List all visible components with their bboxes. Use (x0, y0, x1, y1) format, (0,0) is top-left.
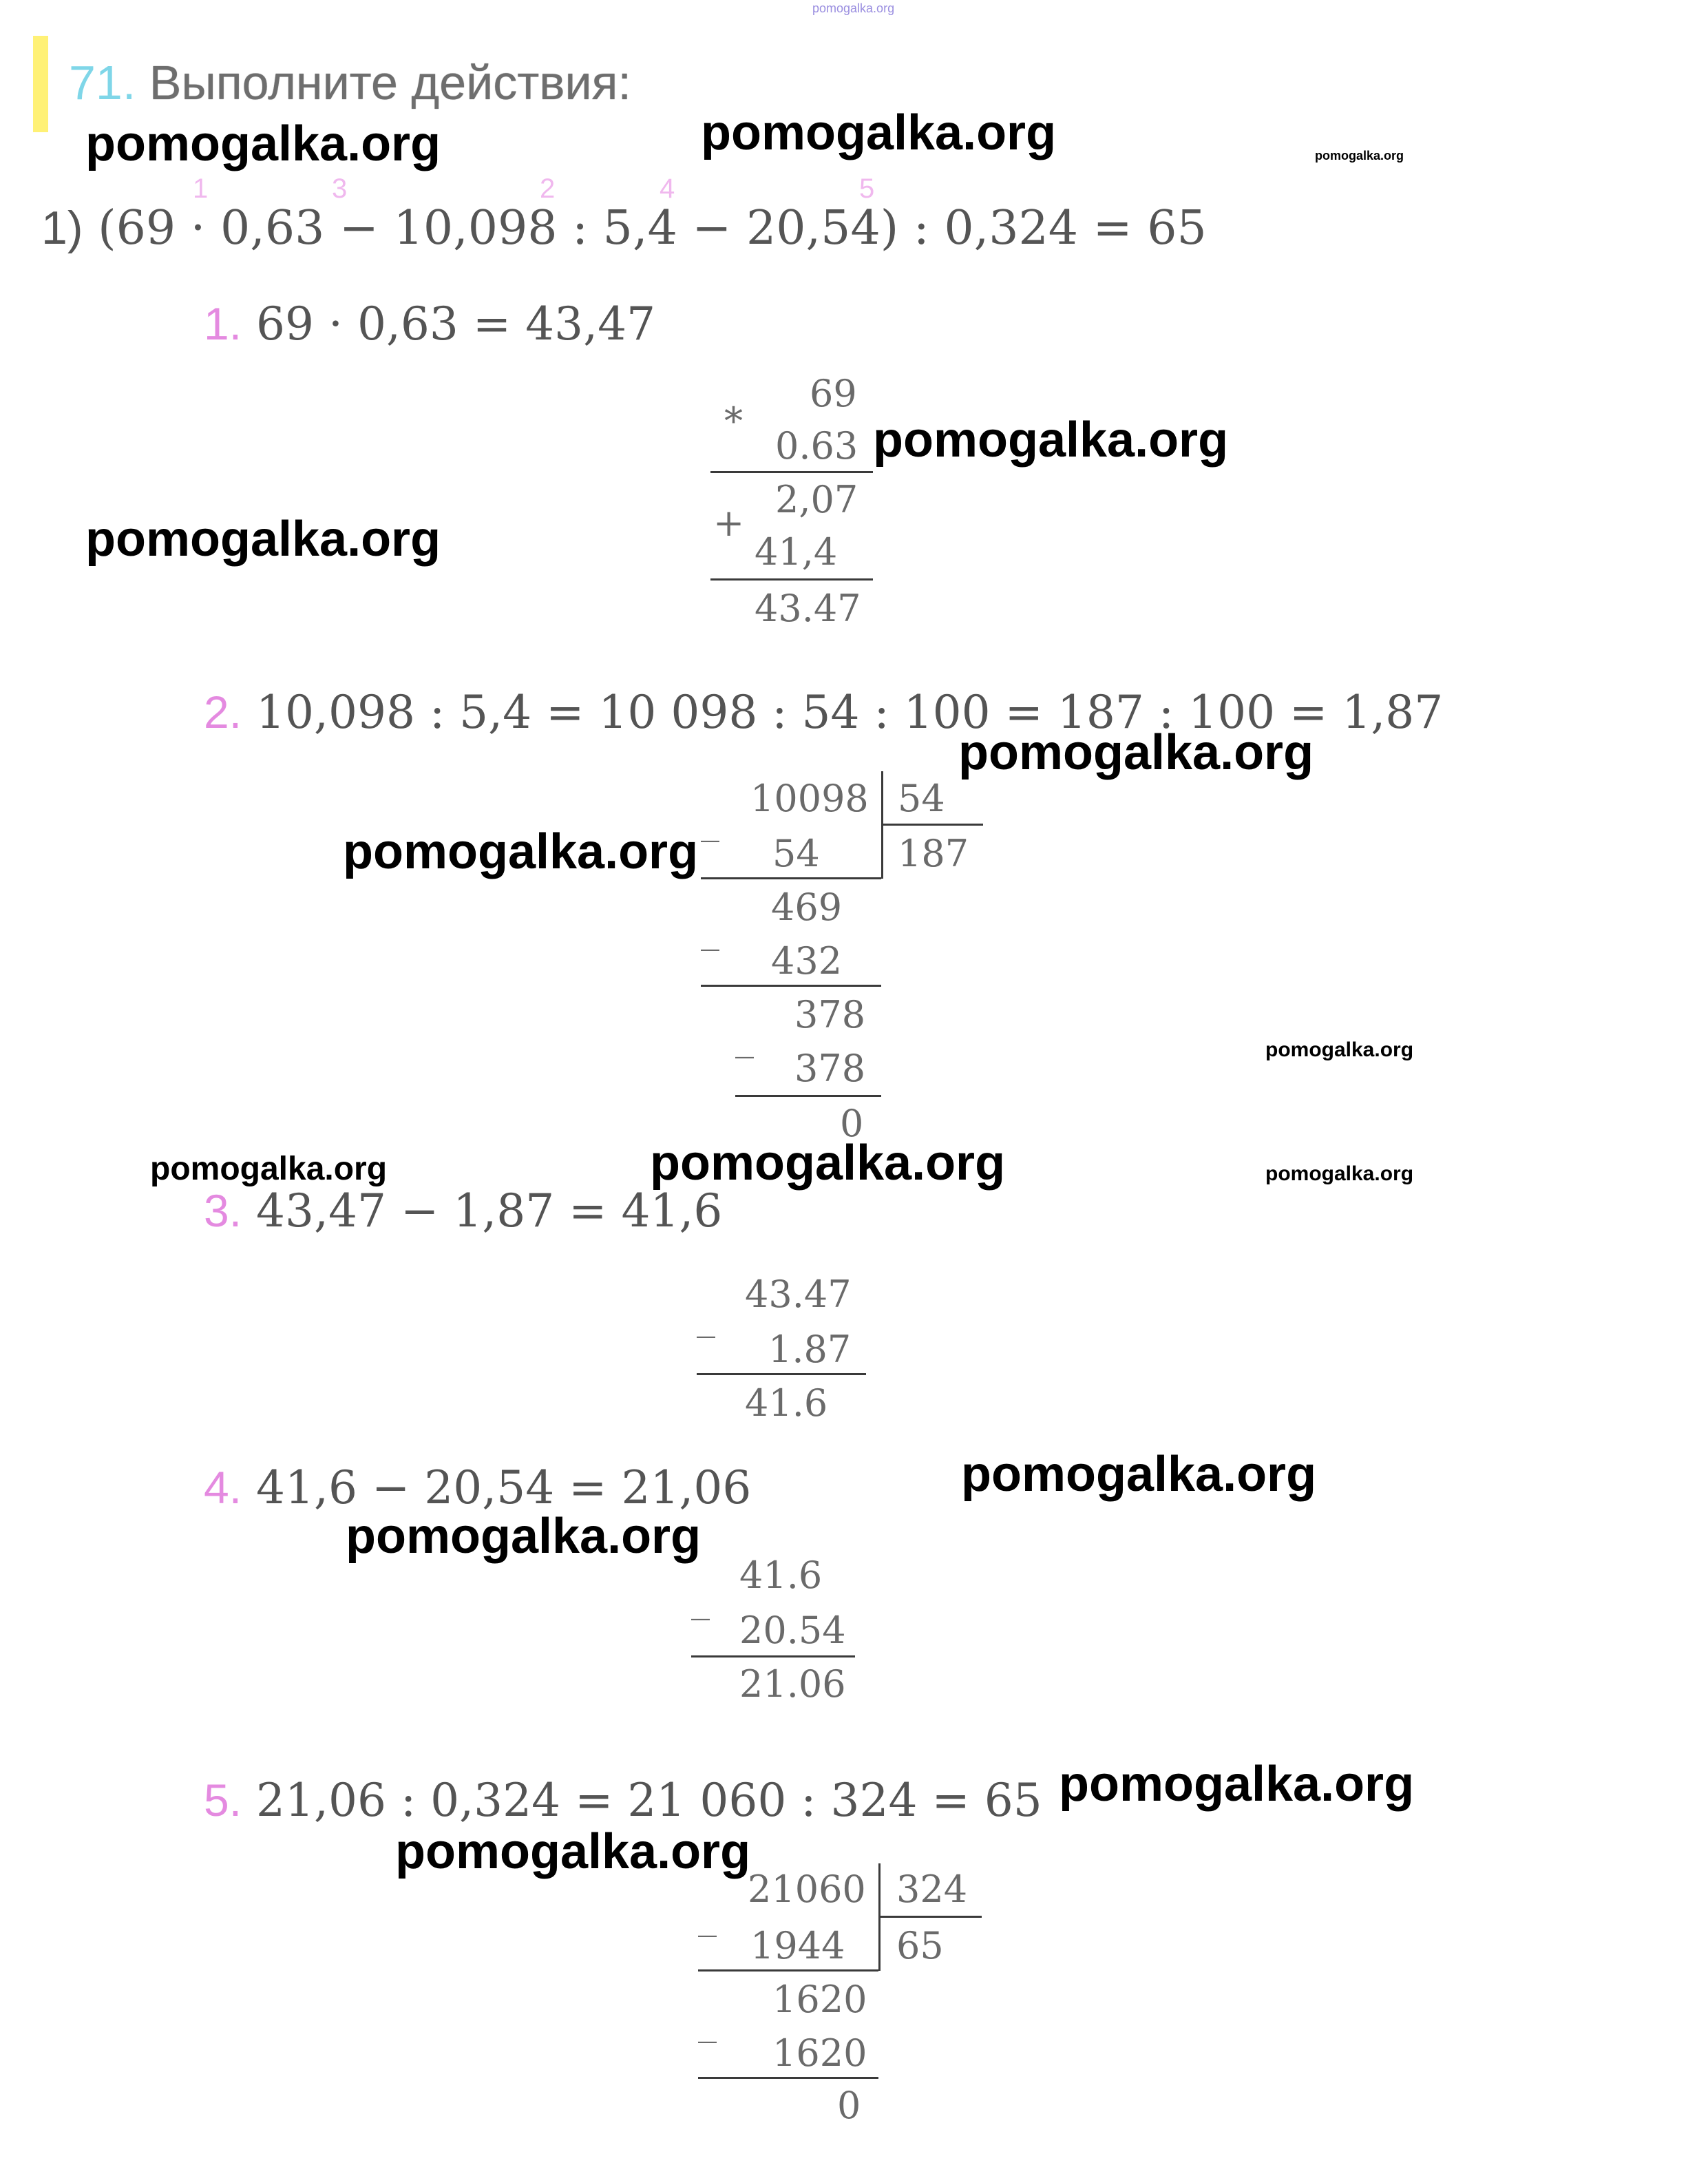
watermark: pomogalka.org (958, 725, 1314, 780)
step-text: 43,47 − 1,87 = 41,6 (256, 1184, 723, 1237)
page-title (69, 55, 631, 110)
step-number: 4. (204, 1462, 242, 1513)
subtrahend: 432 (771, 939, 843, 983)
dividend: 21060 (748, 1868, 866, 1911)
step-text: 41,6 − 20,54 = 21,06 (256, 1461, 752, 1514)
order-mark: 1 (193, 174, 209, 204)
watermark: pomogalka.org (961, 1447, 1317, 1502)
order-mark: 2 (540, 174, 556, 204)
minus-sign: _ (701, 799, 719, 842)
subtrahend: 1944 (750, 1924, 845, 1967)
quotient: 65 (896, 1924, 944, 1967)
subtrahend: 1620 (772, 2031, 867, 2075)
mult-sign: * (724, 399, 743, 443)
step-number: 5. (204, 1775, 242, 1826)
step-number: 2. (204, 687, 242, 738)
step-number: 1. (204, 298, 242, 349)
mult-result: 43.47 (755, 587, 861, 630)
divider-line (701, 877, 881, 879)
order-mark: 5 (859, 174, 875, 204)
title-number: 71. (69, 56, 136, 109)
watermark: pomogalka.org (1059, 1757, 1415, 1812)
dividend: 10098 (750, 777, 869, 820)
watermark: pomogalka.org (346, 1509, 702, 1564)
partial-2: 41,4 (755, 530, 838, 574)
step-text: 21,06 : 0,324 = 21 060 : 324 = 65 (256, 1774, 1042, 1827)
divider-line (883, 824, 983, 826)
difference: 21.06 (739, 1662, 846, 1706)
order-mark: 4 (660, 174, 675, 204)
remainder: 1620 (772, 1978, 867, 2021)
remainder-final: 0 (837, 2084, 861, 2127)
mult-b: 0.63 (775, 424, 858, 468)
remainder: 469 (771, 886, 843, 929)
subtrahend: 20.54 (739, 1609, 846, 1652)
minuend: 41.6 (739, 1554, 823, 1597)
divider-line (691, 1655, 855, 1657)
watermark: pomogalka.org (1315, 149, 1404, 163)
divider-line (698, 2077, 878, 2079)
step-1 (204, 297, 655, 351)
remainder-final: 0 (840, 1102, 864, 1145)
watermark: pomogalka.org (1265, 1162, 1414, 1185)
divider-line (880, 1916, 982, 1918)
divider-line (710, 578, 873, 581)
divisor: 54 (898, 777, 945, 820)
watermark: pomogalka.org (650, 1136, 1006, 1191)
minuend: 43.47 (745, 1273, 852, 1316)
divider-line (698, 1969, 878, 1971)
partial-1: 2,07 (775, 478, 858, 521)
order-mark: 3 (332, 174, 348, 204)
minus-sign: _ (701, 908, 719, 951)
minus-sign: _ (698, 1894, 717, 1937)
minus-sign: _ (735, 1015, 754, 1058)
main-expression (41, 201, 1207, 255)
quotient: 187 (898, 832, 969, 875)
divisor: 324 (896, 1868, 968, 1911)
subtrahend: 1.87 (768, 1328, 852, 1371)
watermark: pomogalka.org (873, 412, 1229, 468)
difference: 41.6 (745, 1381, 828, 1425)
header-watermark: pomogalka.org (812, 1, 895, 15)
watermark: pomogalka.org (701, 105, 1057, 160)
divider-line (701, 985, 881, 987)
divider-line (735, 1095, 881, 1097)
watermark: pomogalka.org (1265, 1038, 1414, 1061)
divider-line (710, 471, 873, 473)
subtrahend: 54 (772, 832, 820, 875)
remainder: 378 (794, 993, 866, 1036)
plus-sign: + (713, 501, 745, 545)
watermark: pomogalka.org (343, 824, 699, 879)
watermark: pomogalka.org (85, 116, 441, 171)
expression-label: 1) (41, 202, 83, 254)
watermark: pomogalka.org (85, 512, 441, 567)
step-text: 10,098 : 5,4 = 10 098 : 54 : 100 = 187 : 100 = 1,87 (256, 686, 1444, 739)
step-text: 69 · 0,63 = 43,47 (256, 297, 656, 351)
accent-bar (33, 36, 48, 132)
mult-a: 69 (810, 372, 857, 415)
step-4 (204, 1461, 751, 1514)
minus-sign: _ (691, 1577, 710, 1620)
watermark: pomogalka.org (150, 1151, 388, 1187)
divider-line (697, 1373, 866, 1375)
minus-sign: _ (697, 1295, 715, 1338)
step-number: 3. (204, 1185, 242, 1236)
title-text: Выполните действия: (149, 56, 631, 109)
step-5 (204, 1774, 1042, 1827)
watermark: pomogalka.org (395, 1824, 751, 1879)
expression-text: (69 · 0,63 − 10,098 : 5,4 − 20,54) : 0,324 = 65 (98, 201, 1207, 255)
minus-sign: _ (698, 2000, 717, 2043)
step-3 (204, 1184, 722, 1237)
subtrahend: 378 (794, 1047, 866, 1090)
